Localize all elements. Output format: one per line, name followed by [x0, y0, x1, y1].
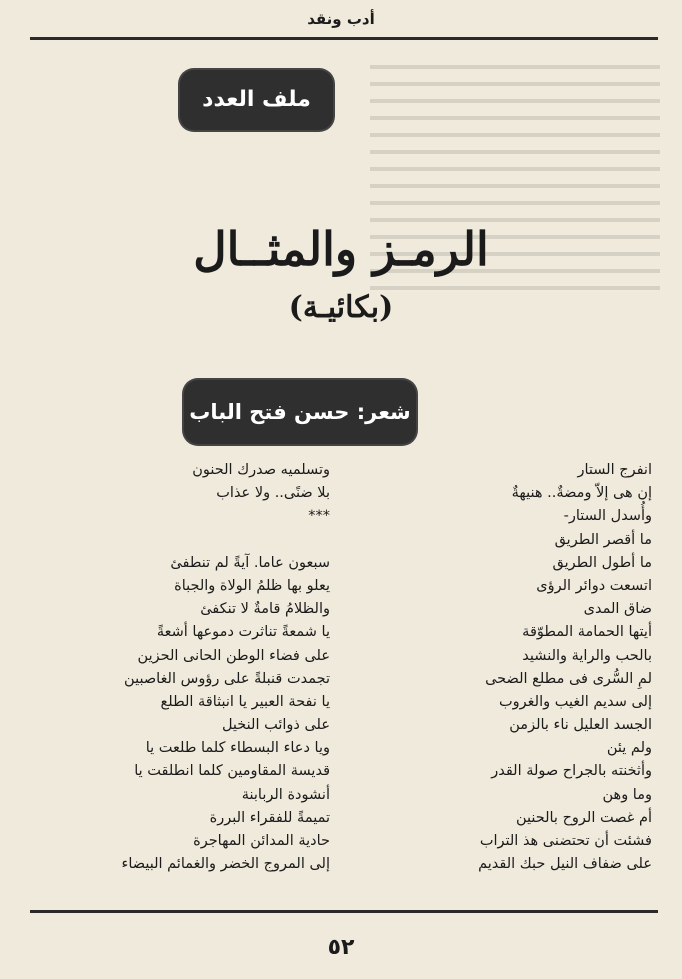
poem-line: إلى المروج الخضر والغمائم البيضاء: [121, 856, 330, 873]
poem-line: فشئت أن تحتضنى هذ التراب: [479, 833, 652, 849]
poem-line: أنشودة الربابنة: [241, 786, 330, 803]
poem-line: سبعون عاما. آيةً لم تنطفئ: [170, 554, 330, 571]
poem-line: يا شمعةً تناثرت دموعها أشعةً: [156, 624, 330, 641]
poem-line: ويا دعاء البسطاء كلما طلعت يا: [145, 740, 330, 757]
poem-line: حادية المدائن المهاجرة: [193, 833, 330, 849]
poem-line: ولم يئن: [606, 740, 652, 757]
top-rule: [30, 37, 658, 40]
section-header: أدب ونقد: [307, 10, 375, 28]
poem-line: اتسعت دوائر الرؤى: [536, 577, 652, 594]
stanza-separator: ***: [308, 508, 330, 525]
poem-line: أيتها الحمامة المطوّقة: [522, 624, 652, 641]
poem-column-left: [20, 459, 330, 876]
poem-line: تجمدت قنبلةً على رؤوس الغاصبين: [124, 670, 330, 687]
poem-line: على ضفاف النيل حبك القديم: [478, 856, 652, 873]
poem-subtitle: (بكائيـة): [288, 290, 394, 325]
poem-line: إلى سديم الغيب والغروب: [499, 693, 652, 710]
poem-line: الجسد العليل ناء بالزمن: [509, 717, 652, 734]
blank-line: [20, 529, 330, 552]
poem-line: على ذوائب النخيل: [221, 717, 330, 734]
poem-line: يعلو بها ظلمُ الولاة والجباة: [174, 577, 330, 594]
poem-line: ما أطول الطريق: [552, 554, 652, 571]
poem-line: بالحب والراية والنشيد: [522, 647, 652, 664]
issue-file-badge: ملف العدد: [180, 70, 333, 130]
poem-line: وأثخنته بالجراح صولة القدر: [491, 763, 652, 780]
poem-line: إن هى إلاّ ومضةٌ.. هنيهةٌ: [511, 485, 652, 502]
poet-badge: شعر: حسن فتح الباب: [184, 380, 416, 444]
poem-line: على فضاء الوطن الحانى الحزين: [137, 647, 330, 664]
poem-line: قديسة المقاومين كلما انطلقت يا: [134, 763, 330, 780]
poem-title: الرمـز والمثــال: [193, 222, 489, 276]
poem-line: يا نفحة العبير يا انبثاقة الطلع: [160, 693, 330, 710]
poem-line: وتسلميه صدرك الحنون: [192, 462, 330, 478]
poem-line: ضاق المدى: [583, 601, 652, 618]
poem-line: أم غصت الروح بالحنين: [515, 809, 652, 826]
poem-line: بلا ضنًى.. ولا عذاب: [216, 485, 330, 502]
poem-line: انفرج الستار: [577, 462, 652, 478]
poem-line: وما وهن: [602, 786, 652, 803]
poem-line: تميمةً للفقراء البررة: [209, 809, 330, 826]
poem-line: وأُسدل الستار-: [563, 508, 652, 525]
poem-line: لمِ السُّرى فى مطلع الضحى: [485, 670, 652, 687]
poem-column-right: [362, 459, 652, 876]
poem-line: ما أقصر الطريق: [554, 531, 652, 548]
bottom-rule: [30, 910, 658, 913]
poem-line: والظلامُ قامةٌ لا تنكفئ: [200, 601, 330, 618]
page-number: ٥٢: [327, 935, 355, 960]
